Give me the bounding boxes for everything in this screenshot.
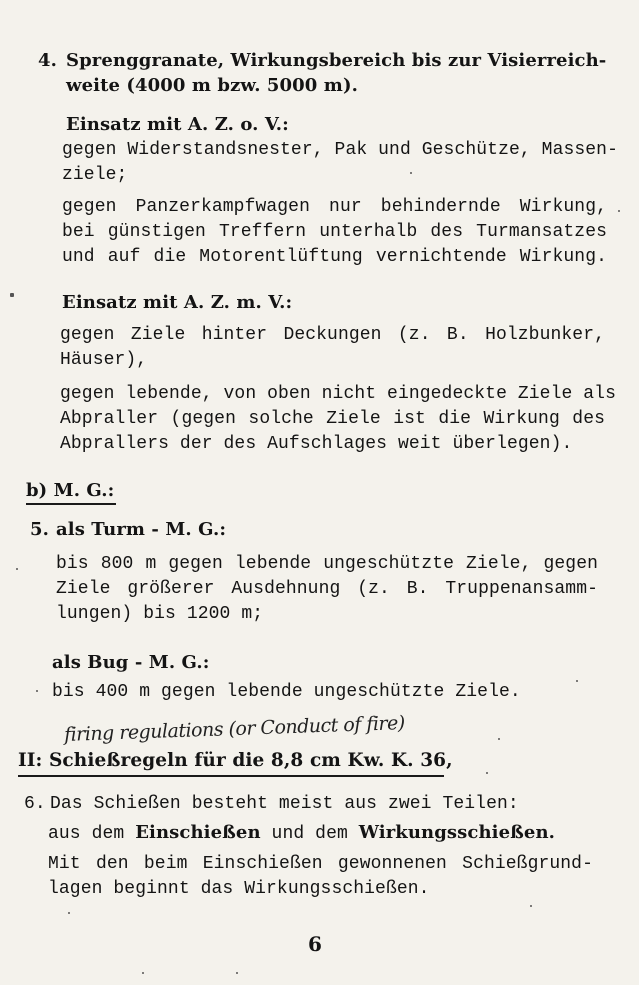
azmv-para2-line1: gegen lebende, von oben nicht eingedeckte Ziele als bbox=[60, 384, 616, 404]
item5-para-line2: Ziele größerer Ausdehnung (z. B. Truppenansamm- bbox=[56, 579, 598, 599]
item6-number: 6. bbox=[24, 794, 46, 814]
bug-mg-heading: als Bug - M. G.: bbox=[52, 652, 210, 673]
item4-title-line2: weite (4000 m bzw. 5000 m). bbox=[66, 75, 358, 96]
scan-speck bbox=[618, 210, 620, 212]
azmv-para2-line2: Abpraller (gegen solche Ziele ist die Wirkung des bbox=[60, 409, 605, 429]
scan-speck bbox=[68, 912, 70, 914]
scan-speck bbox=[576, 680, 578, 682]
azov-para1-line1: gegen Widerstandsnester, Pak und Geschütze, Massen- bbox=[62, 140, 618, 160]
item6-para bbox=[48, 852, 593, 877]
scan-speck bbox=[410, 172, 412, 174]
page-number: 6 bbox=[308, 932, 322, 956]
item6-einschiessen: Einschießen bbox=[135, 822, 261, 843]
azmv-heading: Einsatz mit A. Z. m. V.: bbox=[62, 292, 293, 313]
item6-wirkungsschiessen: Wirkungsschießen. bbox=[358, 822, 556, 843]
section-b-underline bbox=[26, 503, 116, 505]
item6-para-line2: lagen beginnt das Wirkungsschießen. bbox=[48, 879, 430, 899]
scan-speck bbox=[498, 738, 500, 740]
item4-number: 4. bbox=[38, 50, 57, 71]
azov-para2 bbox=[62, 195, 607, 270]
azov-para2-line2: bei günstigen Treffern unterhalb des Turmansatzes bbox=[62, 222, 607, 242]
item4-title bbox=[66, 48, 606, 73]
azov-para1-line2: ziele; bbox=[62, 165, 128, 185]
item5-para-line1: bis 800 m gegen lebende ungeschützte Ziele, gegen bbox=[56, 554, 598, 574]
section-II-title: II: Schießregeln für die 8,8 cm Kw. K. 36, bbox=[18, 750, 453, 771]
item6-line2 bbox=[48, 820, 555, 847]
scan-speck bbox=[486, 772, 488, 774]
item6-line2-pre: aus dem bbox=[48, 824, 136, 844]
azmv-para2-line3: Abprallers der des Aufschlages weit überlegen). bbox=[60, 434, 573, 454]
azmv-para2 bbox=[60, 382, 616, 432]
azov-para1 bbox=[62, 138, 618, 163]
scan-speck bbox=[36, 690, 38, 692]
item5-number: 5. bbox=[30, 519, 49, 540]
azov-para2-line3: und auf die Motorentlüftung vernichtende Wirkung. bbox=[62, 247, 607, 267]
azov-para2-line1: gegen Panzerkampfwagen nur behindernde Wirkung, bbox=[62, 197, 607, 217]
azmv-para1 bbox=[60, 323, 605, 348]
handwritten-note: firing regulations (or Conduct of fire) bbox=[63, 712, 406, 746]
item6-para-line1: Mit den beim Einschießen gewonnenen Schießgrund- bbox=[48, 854, 593, 874]
item5-para bbox=[56, 552, 598, 602]
azov-heading: Einsatz mit A. Z. o. V.: bbox=[66, 114, 289, 135]
section-b-label: b) M. G.: bbox=[26, 480, 115, 501]
item5-heading: als Turm - M. G.: bbox=[56, 519, 227, 540]
scan-speck bbox=[142, 972, 144, 974]
azmv-para1-line1: gegen Ziele hinter Deckungen (z. B. Holzbunker, bbox=[60, 325, 605, 345]
scan-speck bbox=[236, 972, 238, 974]
scan-speck bbox=[16, 568, 18, 570]
section-II-underline bbox=[18, 775, 444, 777]
scan-speck bbox=[10, 293, 14, 297]
scan-speck bbox=[530, 905, 532, 907]
item5-para-line3: lungen) bis 1200 m; bbox=[56, 604, 264, 624]
item4-title-line1: Sprenggranate, Wirkungsbereich bis zur Visierreich- bbox=[66, 50, 607, 71]
bug-mg-para: bis 400 m gegen lebende ungeschützte Ziele. bbox=[52, 682, 521, 702]
item6-line1: Das Schießen besteht meist aus zwei Teilen: bbox=[50, 794, 519, 814]
item6-line2-mid: und dem bbox=[260, 824, 359, 844]
azmv-para1-line2: Häuser), bbox=[60, 350, 148, 370]
